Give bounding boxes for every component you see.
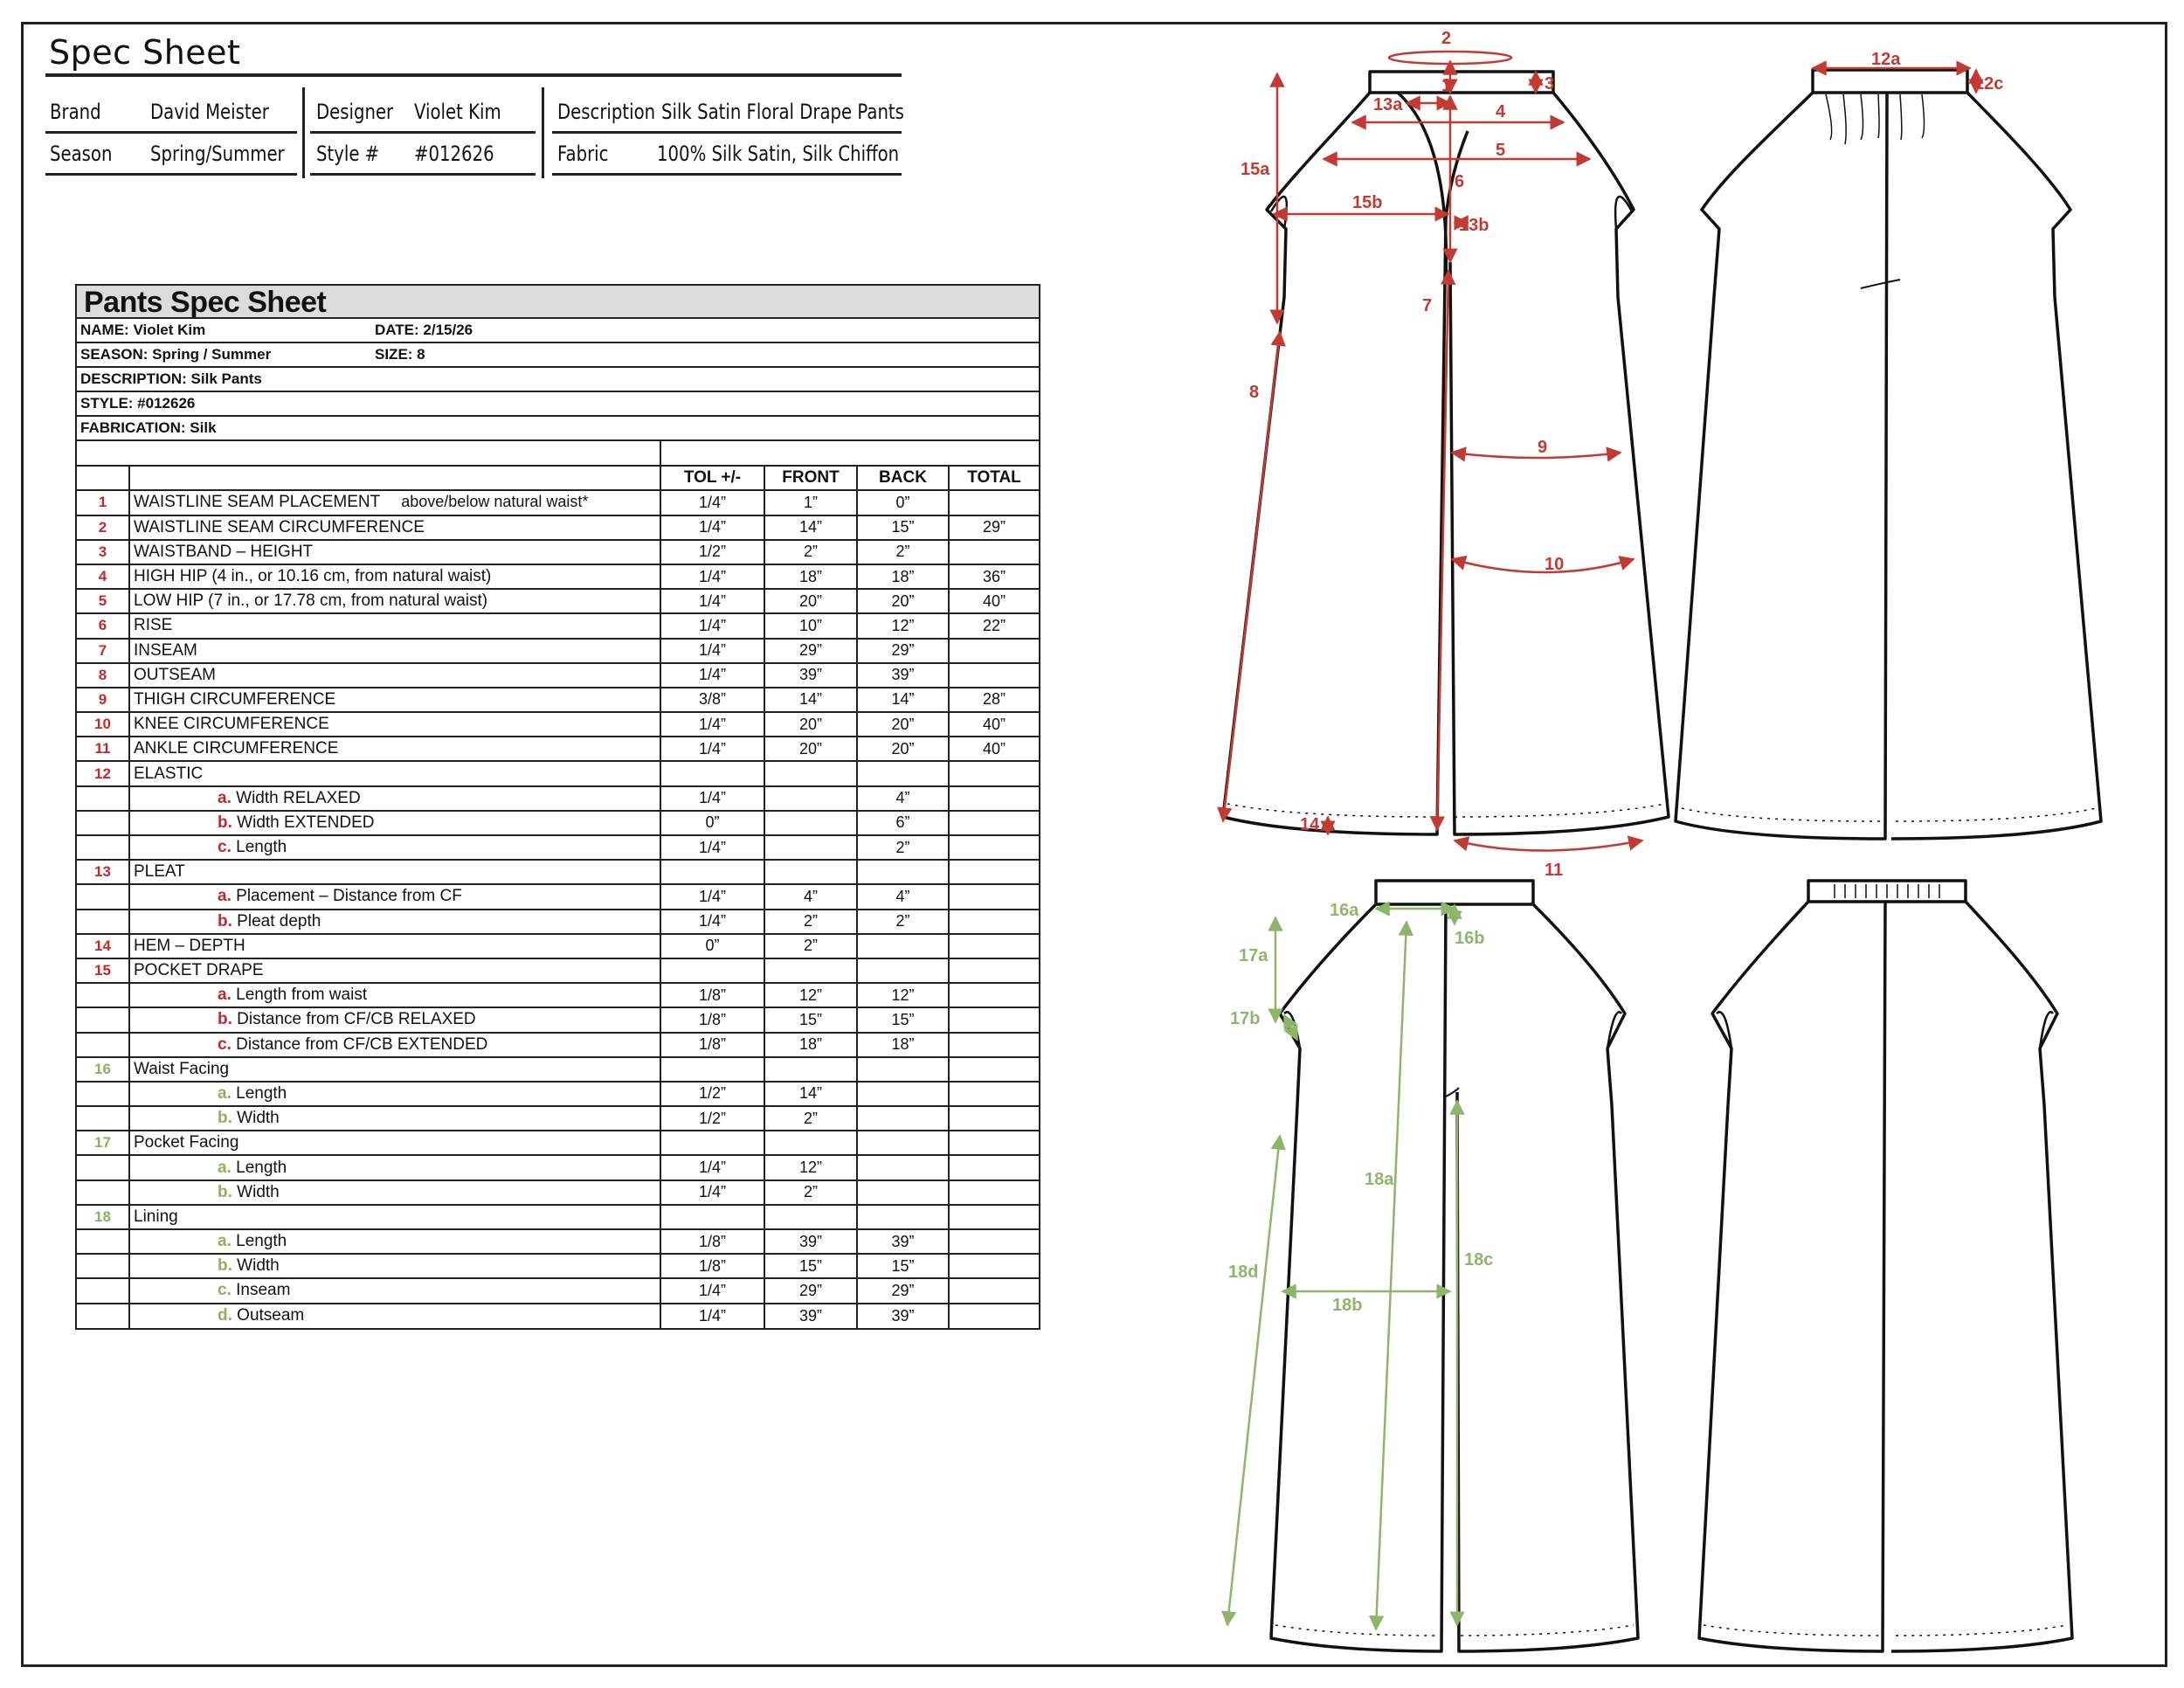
name-field: NAME: Violet Kim: [80, 322, 206, 338]
front-value: 20”: [764, 589, 857, 613]
row-label: Width RELAXED: [236, 788, 361, 807]
front-value: 15”: [764, 1254, 857, 1278]
front-value: 39”: [764, 663, 857, 688]
col-header-tol: TOL +/-: [660, 466, 764, 490]
col-header-front: FRONT: [764, 466, 857, 490]
sub-letter: c.: [218, 838, 232, 857]
front-value: 14”: [764, 688, 857, 712]
row-label: INSEAM: [134, 640, 197, 660]
row-label: Width: [237, 1256, 280, 1276]
label-4: 4: [1496, 102, 1506, 121]
label-12c: 12c: [1974, 74, 2004, 93]
row-number: 3: [77, 540, 129, 564]
back-value: 2”: [857, 540, 949, 564]
back-value: 12”: [857, 613, 949, 638]
front-value: 20”: [764, 737, 857, 761]
front-value: 14”: [764, 1082, 857, 1106]
spec-sheet-title: Spec Sheet: [49, 33, 241, 72]
back-value: 18”: [857, 1033, 949, 1057]
front-left-leg: [1223, 93, 1468, 834]
back-value: 20”: [857, 712, 949, 737]
front-right-leg: [1450, 93, 1669, 834]
description-field: DESCRIPTION: Silk Pants: [80, 370, 262, 387]
row-number: 18: [77, 1205, 129, 1229]
back-value: 2”: [857, 910, 949, 934]
label-18a: 18a: [1365, 1170, 1394, 1189]
fabric-value: 100% Silk Satin, Silk Chiffon: [657, 142, 900, 166]
sub-letter: b.: [218, 1109, 232, 1128]
label-15b: 15b: [1352, 193, 1383, 212]
tol-value: 1/4”: [660, 786, 764, 811]
row-number: 4: [77, 564, 129, 589]
row-label: Length: [236, 1232, 287, 1251]
front-value: 12”: [764, 1155, 857, 1180]
back-value: 18”: [857, 564, 949, 589]
red-measure-labels: [1241, 29, 2003, 880]
back-value: 4”: [857, 884, 949, 909]
label-18b: 18b: [1332, 1296, 1363, 1315]
back-hem-stitch: [1682, 808, 2097, 821]
back-value: 12”: [857, 983, 949, 1007]
label-8: 8: [1249, 383, 1260, 402]
label-13b: 13b: [1459, 216, 1489, 235]
label-17b: 17b: [1230, 1009, 1261, 1028]
front-value: 29”: [764, 1278, 857, 1303]
sub-letter: a.: [218, 1083, 232, 1103]
sub-letter: b.: [218, 1182, 232, 1201]
sub-letter: a.: [218, 887, 232, 906]
row-label: Pocket Facing: [134, 1133, 239, 1152]
back-value: 29”: [857, 1278, 949, 1303]
tol-value: 1/4”: [660, 639, 764, 663]
row-number: 10: [77, 712, 129, 737]
tol-value: 3/8”: [660, 688, 764, 712]
tol-value: 1/4”: [660, 1180, 764, 1205]
label-18c: 18c: [1464, 1250, 1494, 1269]
designer-label: Designer: [316, 100, 394, 124]
lining-front-left-leg: [1271, 904, 1446, 1651]
row-label: Length: [236, 838, 287, 857]
row-number: 9: [77, 688, 129, 712]
row-label: ELASTIC: [134, 764, 204, 783]
back-right-leg: [1891, 93, 2101, 839]
row-number: 14: [77, 934, 129, 958]
row-label: Length: [236, 1158, 287, 1177]
tol-value: 1/4”: [660, 490, 764, 515]
sub-letter: c.: [218, 1281, 232, 1300]
sub-letter: a.: [218, 986, 232, 1005]
front-value: 39”: [764, 1304, 857, 1328]
tol-value: 1/4”: [660, 737, 764, 761]
lining-front-flat: [1271, 881, 1638, 1651]
brand-label: Brand: [50, 100, 101, 124]
label-9: 9: [1538, 438, 1548, 457]
back-value: 15”: [857, 1007, 949, 1032]
measure-line-9: [1452, 453, 1621, 458]
tol-value: 1/8”: [660, 1033, 764, 1057]
label-11: 11: [1545, 861, 1564, 880]
front-value: 29”: [764, 639, 857, 663]
front-value: 2”: [764, 1180, 857, 1205]
row-label: Outseam: [237, 1306, 305, 1325]
description-label: Description: [557, 100, 656, 124]
tol-value: 1/8”: [660, 1254, 764, 1278]
front-value: 20”: [764, 712, 857, 737]
row-label: Width: [237, 1109, 280, 1128]
back-value: 6”: [857, 811, 949, 835]
tol-value: 1/4”: [660, 712, 764, 737]
front-value: 2”: [764, 934, 857, 958]
front-hem-stitch: [1455, 804, 1665, 817]
front-drape-fold: [1398, 93, 1446, 280]
tol-value: 1/4”: [660, 1278, 764, 1303]
tol-value: 1/2”: [660, 1106, 764, 1131]
tol-value: 0”: [660, 934, 764, 958]
lining-back-right-leg: [1891, 902, 2072, 1651]
row-number: 17: [77, 1131, 129, 1155]
label-3: 3: [1545, 74, 1555, 93]
date-field: DATE: 2/15/26: [375, 322, 473, 338]
season-value: Spring/Summer: [150, 142, 285, 166]
back-value: 39”: [857, 1229, 949, 1254]
label-6: 6: [1455, 172, 1465, 191]
measure-line-18a: [1376, 922, 1406, 1629]
row-label: Lining: [134, 1207, 178, 1226]
row-number: 1: [77, 490, 129, 515]
fabric-label: Fabric: [557, 142, 609, 166]
label-15a: 15a: [1241, 160, 1270, 179]
tol-value: 1/8”: [660, 983, 764, 1007]
label-5: 5: [1496, 141, 1506, 160]
row-number: 5: [77, 589, 129, 613]
row-note: above/below natural waist*: [401, 493, 589, 511]
label-1: 1: [1441, 76, 1452, 95]
front-value: 10”: [764, 613, 857, 638]
label-18d: 18d: [1228, 1263, 1259, 1282]
back-value: 39”: [857, 663, 949, 688]
style-label: Style #: [316, 142, 380, 166]
label-7: 7: [1422, 296, 1433, 315]
measure-line-8: [1223, 332, 1280, 821]
col-header-total: TOTAL: [949, 466, 1039, 490]
total-value: 28”: [949, 688, 1039, 712]
red-measure-lines: [1223, 52, 1976, 851]
row-label: POCKET DRAPE: [134, 961, 264, 980]
back-value: 2”: [857, 835, 949, 860]
designer-value: Violet Kim: [414, 100, 501, 124]
row-label: PLEAT: [134, 862, 185, 882]
tol-value: 1/4”: [660, 589, 764, 613]
back-seam-mark: [1861, 280, 1900, 288]
back-value: 0”: [857, 490, 949, 515]
front-value: 2”: [764, 910, 857, 934]
row-label: HEM – DEPTH: [134, 936, 245, 955]
row-label: HIGH HIP (4 in., or 10.16 cm, from natural waist): [134, 567, 492, 586]
tol-value: 1/4”: [660, 1304, 764, 1328]
tol-value: 0”: [660, 811, 764, 835]
row-label: Distance from CF/CB RELAXED: [237, 1010, 476, 1029]
row-label: RISE: [134, 616, 173, 635]
sub-letter: b.: [218, 813, 232, 832]
front-value: 1”: [764, 490, 857, 515]
back-value: 15”: [857, 515, 949, 540]
row-number: 15: [77, 958, 129, 983]
label-17a: 17a: [1239, 946, 1268, 965]
total-value: 40”: [949, 737, 1039, 761]
row-label: LOW HIP (7 in., or 17.78 cm, from natural waist): [134, 591, 488, 611]
row-number: 12: [77, 761, 129, 785]
tol-value: 1/4”: [660, 835, 764, 860]
tol-value: 1/4”: [660, 564, 764, 589]
measure-line-11: [1455, 841, 1642, 851]
tol-value: 1/4”: [660, 1155, 764, 1180]
row-label: Inseam: [236, 1281, 291, 1300]
row-number: 7: [77, 639, 129, 663]
back-left-leg: [1676, 93, 1887, 839]
tol-value: 1/4”: [660, 515, 764, 540]
sub-letter: a.: [218, 1232, 232, 1251]
sub-letter: d.: [218, 1306, 232, 1325]
lining-front-waistband: [1376, 881, 1533, 904]
front-value: 2”: [764, 540, 857, 564]
measure-line-18d: [1227, 1136, 1280, 1625]
row-label: WAISTLINE SEAM PLACEMENT: [134, 493, 381, 512]
col-header-back: BACK: [857, 466, 949, 490]
row-label: ANKLE CIRCUMFERENCE: [134, 739, 339, 758]
lining-back-hem-stitch: [1704, 1625, 2067, 1636]
row-number: 2: [77, 515, 129, 540]
label-16b: 16b: [1455, 929, 1485, 948]
row-label: KNEE CIRCUMFERENCE: [134, 715, 329, 734]
row-number: 11: [77, 737, 129, 761]
row-label: Width: [237, 1182, 280, 1201]
style-field: STYLE: #012626: [80, 395, 196, 412]
front-waistband: [1370, 72, 1553, 93]
row-label: Waist Facing: [134, 1059, 230, 1078]
spec-table-title: Pants Spec Sheet: [77, 286, 1039, 319]
row-number: 13: [77, 860, 129, 884]
sub-letter: b.: [218, 911, 232, 930]
row-label: Pleat depth: [237, 911, 321, 930]
total-value: 29”: [949, 515, 1039, 540]
label-12a: 12a: [1871, 50, 1901, 69]
label-14: 14: [1300, 815, 1320, 834]
tol-value: 1/2”: [660, 1082, 764, 1106]
measure-line-10: [1452, 559, 1634, 572]
lining-hem-stitch: [1275, 1625, 1634, 1636]
row-number: 8: [77, 663, 129, 688]
row-label: THIGH CIRCUMFERENCE: [134, 689, 336, 709]
label-16a: 16a: [1330, 901, 1359, 920]
size-field: SIZE: 8: [375, 346, 425, 363]
sub-letter: c.: [218, 1034, 232, 1054]
back-value: 4”: [857, 786, 949, 811]
lining-back-flat: [1699, 881, 2072, 1651]
row-label: Distance from CF/CB EXTENDED: [236, 1034, 488, 1054]
row-label: WAISTBAND – HEIGHT: [134, 542, 314, 561]
label-13a: 13a: [1373, 95, 1403, 114]
sub-letter: a.: [218, 788, 232, 807]
front-value: 2”: [764, 1106, 857, 1131]
tol-value: 1/8”: [660, 1229, 764, 1254]
front-value: 4”: [764, 884, 857, 909]
front-value: 39”: [764, 1229, 857, 1254]
sub-letter: b.: [218, 1010, 232, 1029]
lining-back-elastic-gathers: [1835, 884, 1939, 898]
back-value: 20”: [857, 737, 949, 761]
lining-front-right-leg: [1457, 904, 1638, 1651]
back-waistband: [1813, 70, 1967, 93]
style-value: #012626: [414, 142, 494, 166]
season-label: Season: [50, 142, 113, 166]
tol-value: 1/4”: [660, 884, 764, 909]
tol-value: 1/4”: [660, 613, 764, 638]
front-value: 15”: [764, 1007, 857, 1032]
lining-back-left-leg: [1699, 902, 1885, 1651]
back-value: 29”: [857, 639, 949, 663]
front-value: 12”: [764, 983, 857, 1007]
row-number: 16: [77, 1057, 129, 1082]
season-field: SEASON: Spring / Summer: [80, 346, 272, 363]
label-10: 10: [1545, 555, 1565, 574]
back-elastic-gathers: [1826, 94, 1925, 144]
brand-value: David Meister: [150, 100, 269, 124]
front-value: 18”: [764, 564, 857, 589]
row-number: 6: [77, 613, 129, 638]
fabrication-field: FABRICATION: Silk: [80, 419, 217, 436]
back-value: 15”: [857, 1254, 949, 1278]
back-value: 14”: [857, 688, 949, 712]
total-value: 40”: [949, 712, 1039, 737]
row-label: Placement – Distance from CF: [236, 887, 462, 906]
row-label: Length from waist: [236, 986, 368, 1005]
row-label: OUTSEAM: [134, 665, 216, 684]
front-value: 18”: [764, 1033, 857, 1057]
description-value: Silk Satin Floral Drape Pants: [661, 100, 904, 124]
tol-value: 1/4”: [660, 910, 764, 934]
row-label: Length: [236, 1083, 287, 1103]
green-measure-lines: [1227, 905, 1457, 1629]
total-value: 22”: [949, 613, 1039, 638]
front-value: 14”: [764, 515, 857, 540]
back-flat: [1676, 70, 2101, 839]
total-value: 40”: [949, 589, 1039, 613]
back-value: 20”: [857, 589, 949, 613]
tol-value: 1/2”: [660, 540, 764, 564]
tol-value: 1/4”: [660, 663, 764, 688]
sub-letter: b.: [218, 1256, 232, 1276]
sub-letter: a.: [218, 1158, 232, 1177]
tol-value: 1/8”: [660, 1007, 764, 1032]
label-2: 2: [1441, 29, 1452, 48]
row-label: Width EXTENDED: [237, 813, 375, 832]
row-label: WAISTLINE SEAM CIRCUMFERENCE: [134, 517, 425, 536]
total-value: 36”: [949, 564, 1039, 589]
front-hem-stitch: [1227, 804, 1437, 817]
back-value: 39”: [857, 1304, 949, 1328]
